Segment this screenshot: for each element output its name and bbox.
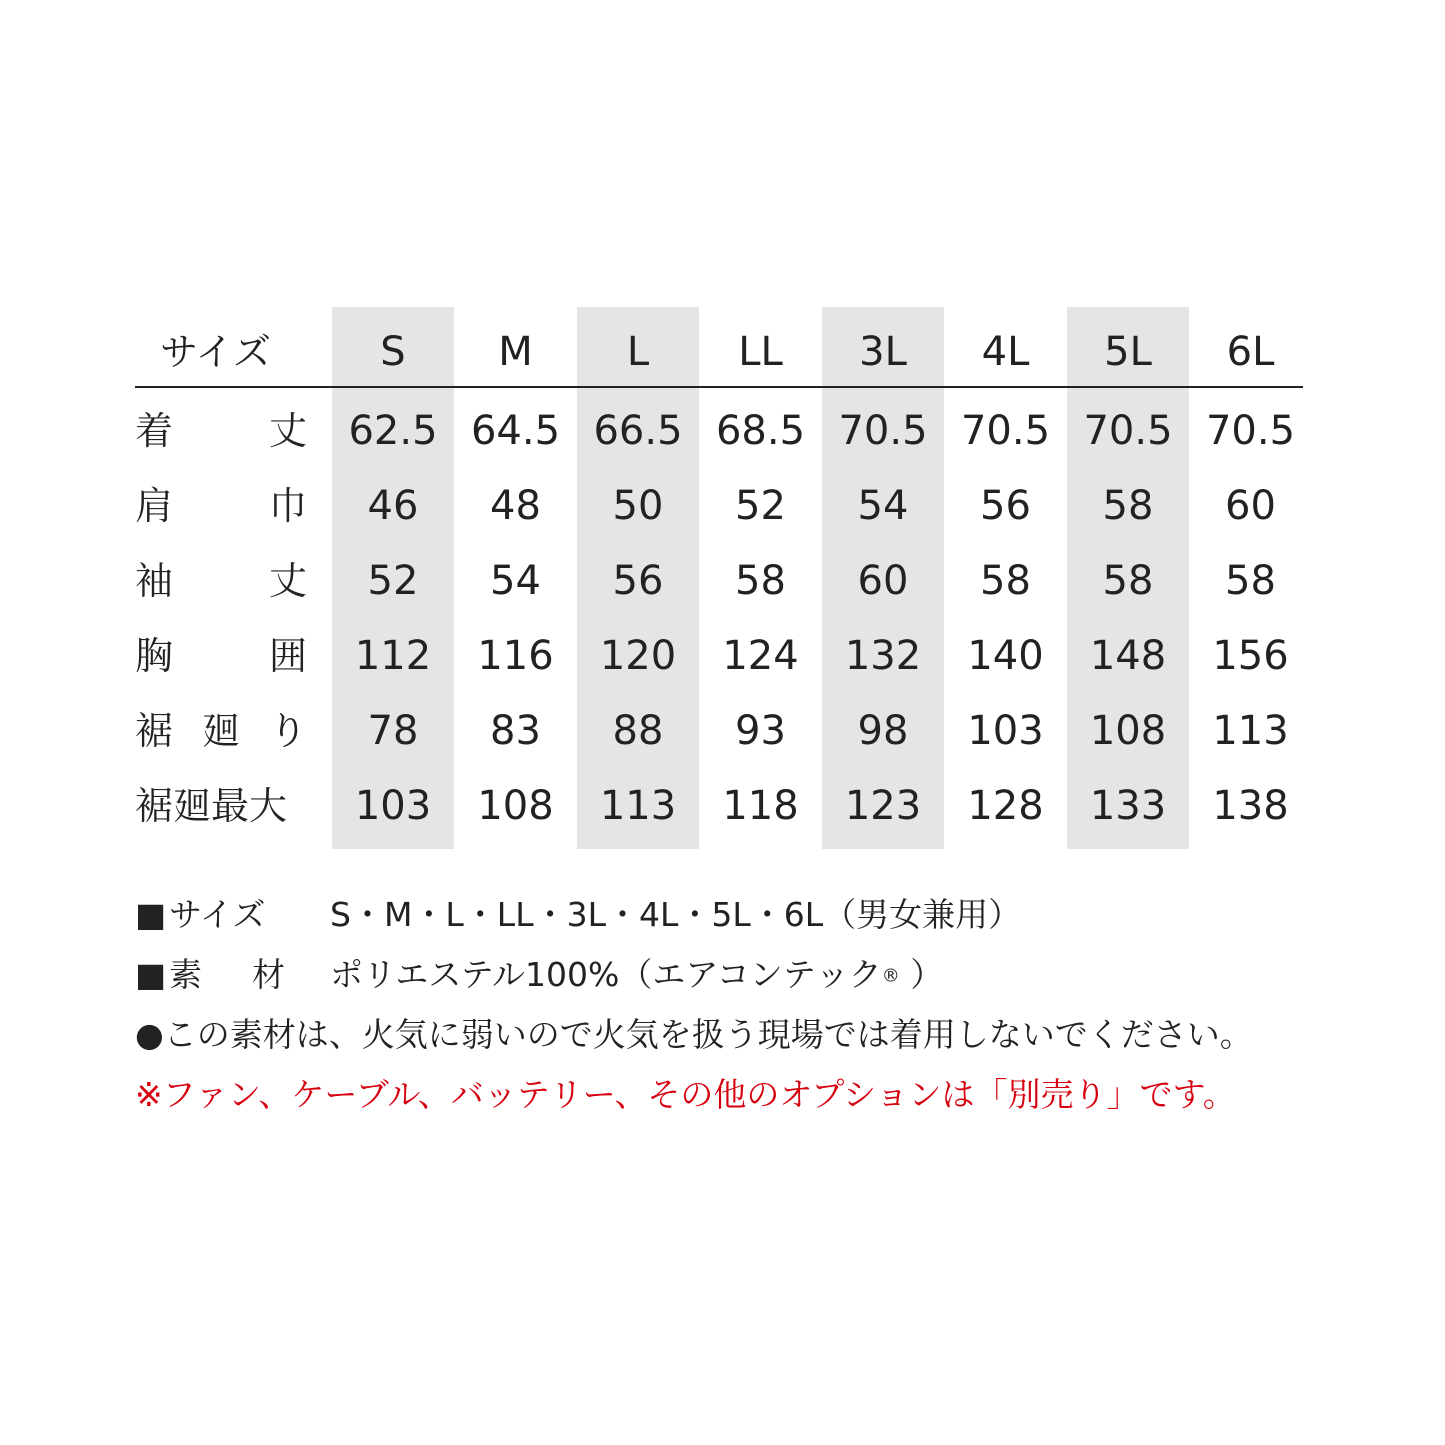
- table-cell: 58: [735, 558, 786, 604]
- table-cell: 70.5: [838, 408, 928, 454]
- table-cell: 64.5: [470, 408, 561, 454]
- size-header-label: サイズ: [160, 330, 271, 374]
- row-label-char: 囲: [268, 634, 307, 678]
- table-cell: 132: [844, 633, 922, 679]
- table-cell: 138: [1212, 783, 1289, 829]
- table-cell: 58: [980, 558, 1031, 604]
- table-cell: 112: [354, 633, 432, 679]
- table-cell: 124: [722, 633, 799, 679]
- table-cell: 54: [857, 483, 909, 529]
- table-cell: 108: [477, 783, 554, 829]
- header-rule: [135, 386, 1303, 388]
- table-cell: 70.5: [1205, 408, 1296, 454]
- table-cell: 156: [1212, 633, 1289, 679]
- square-bullet-icon: ■: [135, 955, 167, 994]
- table-cell: 118: [722, 783, 799, 829]
- size-header-cell: 3L: [859, 329, 907, 375]
- size-header-cell: L: [626, 329, 650, 375]
- row-label-char: 巾: [268, 484, 307, 528]
- table-cell: 62.5: [348, 408, 438, 454]
- table-cell: 58: [1102, 558, 1154, 604]
- table-cell: 120: [599, 633, 677, 679]
- size-header-cell: S: [380, 329, 406, 375]
- note-material-label: [169, 945, 329, 1005]
- note-material: [135, 945, 1335, 1005]
- row-label-char: り: [268, 709, 307, 753]
- table-cell: 83: [490, 708, 541, 754]
- table-cell: 78: [367, 708, 419, 754]
- row-label: [135, 482, 307, 530]
- table-cell: 103: [354, 783, 432, 829]
- note-options: ※ファン、ケーブル、バッテリー、その他のオプションは「別売り」です。: [135, 1075, 1236, 1114]
- row-label-char: 裾: [135, 709, 174, 753]
- row-label-char: 丈: [268, 559, 307, 603]
- square-bullet-icon: ■: [135, 895, 167, 934]
- row-label-char: 廻: [201, 709, 240, 753]
- size-header-cell: M: [498, 329, 533, 375]
- table-cell: 133: [1089, 783, 1167, 829]
- table-cell: 103: [967, 708, 1044, 754]
- row-label: [135, 632, 307, 680]
- row-label-char: 胸: [135, 634, 174, 678]
- table-cell: 123: [844, 783, 922, 829]
- note-material-label-char: 素: [169, 955, 202, 994]
- table-cell: 70.5: [960, 408, 1051, 454]
- table-cell: 52: [735, 483, 786, 529]
- row-label-char: 肩: [135, 484, 174, 528]
- row-label-char: 着: [135, 409, 174, 453]
- table-cell: 140: [967, 633, 1044, 679]
- table-cell: 58: [1102, 483, 1154, 529]
- note-material-value: [330, 945, 943, 1007]
- note-size: [135, 885, 1335, 945]
- size-header-cell: 6L: [1226, 329, 1275, 375]
- table-cell: 52: [367, 558, 419, 604]
- table-cell: 113: [599, 783, 677, 829]
- notes: [135, 885, 1335, 1125]
- table-cell: 60: [1225, 483, 1276, 529]
- table-cell: 128: [967, 783, 1044, 829]
- table-cell: 50: [612, 483, 664, 529]
- table-cell: 54: [490, 558, 541, 604]
- table-cell: 148: [1089, 633, 1167, 679]
- note-material-label-char: 材: [252, 955, 285, 994]
- table-cell: 88: [612, 708, 664, 754]
- note-caution: ●この素材は、火気に弱いので火気を扱う現場では着用しないでください。: [135, 1015, 1253, 1054]
- table-cell: 56: [612, 558, 664, 604]
- size-table: [135, 307, 1303, 849]
- table-cell: 93: [735, 708, 786, 754]
- table-cell: 56: [980, 483, 1031, 529]
- size-header-cell: 5L: [1104, 329, 1152, 375]
- table-cell: 66.5: [593, 408, 683, 454]
- table-cell: 68.5: [715, 408, 806, 454]
- table-cell: 98: [857, 708, 909, 754]
- note-material-text-end: ）: [899, 955, 944, 994]
- note-size-value: S・M・L・LL・3L・4L・5L・6L（男女兼用）: [330, 895, 1022, 934]
- row-label: [135, 557, 307, 605]
- row-label-char: 丈: [268, 409, 307, 453]
- row-label-char: 袖: [135, 559, 174, 603]
- table-cell: 116: [477, 633, 554, 679]
- note-size-label: サイズ: [169, 895, 266, 934]
- row-label-char: 裾廻最大: [135, 784, 288, 828]
- table-cell: 58: [1225, 558, 1276, 604]
- size-header-cell: 4L: [981, 329, 1030, 375]
- row-label: [135, 407, 307, 455]
- table-cell: 70.5: [1083, 408, 1173, 454]
- note-material-text: ポリエステル100%（エアコンテック: [330, 955, 882, 994]
- table-cell: 48: [490, 483, 541, 529]
- size-header-cell: LL: [738, 329, 783, 375]
- row-label: [135, 782, 307, 830]
- table-cell: 113: [1212, 708, 1289, 754]
- table-cell: 60: [857, 558, 909, 604]
- table-cell: 46: [367, 483, 419, 529]
- table-cell: 108: [1089, 708, 1167, 754]
- registered-mark: ®: [881, 965, 900, 987]
- row-label: [135, 707, 307, 755]
